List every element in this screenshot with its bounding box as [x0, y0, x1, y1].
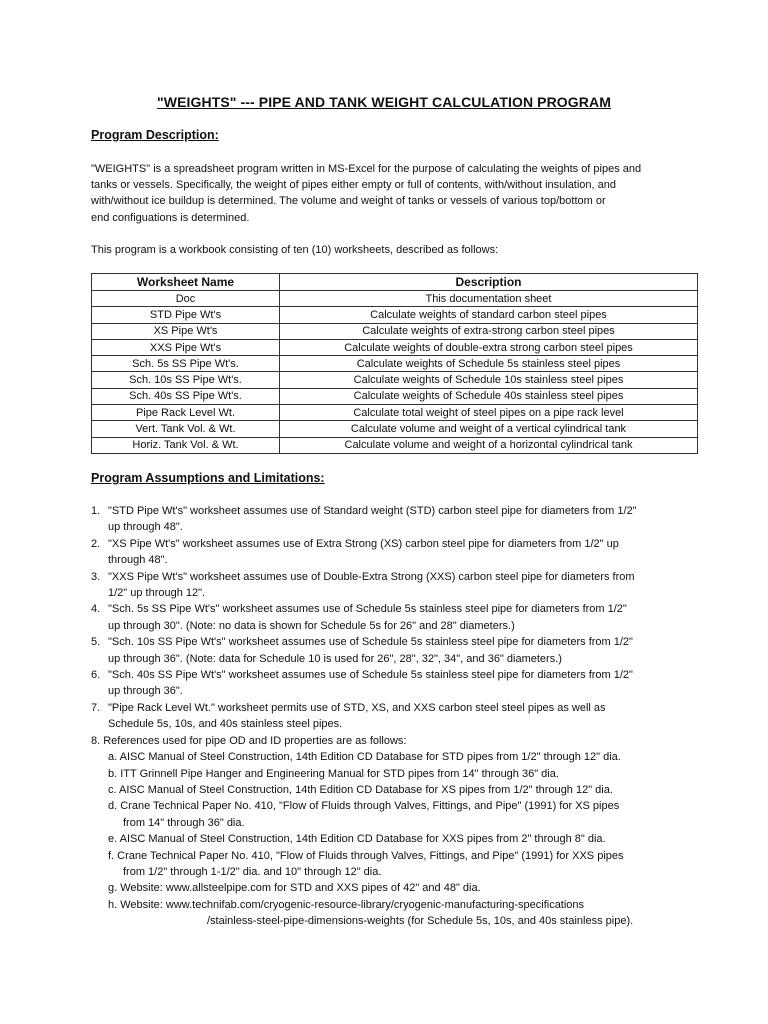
list-item-first-line — [91, 634, 711, 650]
worksheet-name-cell: XXS Pipe Wt's — [92, 339, 280, 355]
list-item-text: 8. References used for pipe OD and ID properties are as follows: — [91, 734, 407, 747]
list-item-text: "STD Pipe Wt's" worksheet assumes use of Standard weight (STD) carbon steel pipe for diameters from 1/2" — [108, 505, 637, 517]
document-title: "WEIGHTS" --- PIPE AND TANK WEIGHT CALCULATION PROGRAM — [157, 94, 611, 110]
list-item-continuation: Schedule 5s, 10s, and 40s stainless steel pipes. — [108, 718, 343, 731]
list-item-number: 2. — [91, 537, 101, 550]
worksheet-name-cell: Doc — [92, 291, 280, 307]
list-item-number: 7. — [91, 701, 101, 714]
assumptions-heading: Program Assumptions and Limitations: — [91, 471, 325, 485]
worksheet-description-cell: Calculate total weight of steel pipes on a pipe rack level — [280, 405, 698, 421]
worksheet-table-body — [92, 291, 698, 454]
worksheet-description-cell: This documentation sheet — [280, 291, 698, 307]
list-item-first-line — [91, 503, 711, 519]
reference-continuation: from 1/2" through 1-1/2" dia. and 10" through 12" dia. — [123, 865, 382, 878]
list-item-continuation: up through 30". (Note: no data is shown for Schedule 5s for 26" and 28" diameters.) — [108, 619, 515, 632]
column-header-worksheet-name: Worksheet Name — [92, 274, 280, 291]
list-item-number: 5. — [91, 636, 101, 649]
program-description-heading: Program Description: — [91, 128, 219, 142]
reference-item: d. Crane Technical Paper No. 410, "Flow of Fluids through Valves, Fittings, and Pipe" (1991) for XS pipes — [108, 800, 620, 813]
table-row — [92, 323, 698, 339]
worksheet-name-cell: Pipe Rack Level Wt. — [92, 405, 280, 421]
list-item — [91, 700, 711, 733]
table-row — [92, 437, 698, 453]
reference-item: h. Website: www.technifab.com/cryogenic-resource-library/cryogenic-manufacturing-specifications — [108, 898, 585, 911]
list-item — [91, 569, 711, 602]
worksheet-name-cell: Sch. 10s SS Pipe Wt's. — [92, 372, 280, 388]
reference-item: e. AISC Manual of Steel Construction, 14th Edition CD Database for XXS pipes from 2" through 8" dia. — [108, 833, 606, 846]
worksheet-name-cell: XS Pipe Wt's — [92, 323, 280, 339]
worksheet-description-cell: Calculate weights of Schedule 5s stainless steel pipes — [280, 356, 698, 372]
reference-item: a. AISC Manual of Steel Construction, 14th Edition CD Database for STD pipes from 1/2" through 12" dia. — [108, 751, 621, 764]
list-item-continuation: up through 48". — [108, 521, 183, 534]
reference-item: c. AISC Manual of Steel Construction, 14th Edition CD Database for XS pipes from 1/2" through 12" dia. — [108, 783, 613, 796]
worksheet-description-cell: Calculate weights of double-extra strong carbon steel pipes — [280, 339, 698, 355]
list-item-first-line — [91, 700, 711, 716]
list-item-text: "Sch. 40s SS Pipe Wt's" worksheet assumes use of Schedule 5s stainless steel pipe for diameters from 1/2" — [108, 669, 633, 682]
description-line: with/without ice buildup is determined. The volume and weight of tanks or vessels of various top/bottom or — [91, 195, 606, 208]
reference-continuation: /stainless-steel-pipe-dimensions-weights (for Schedule 5s, 10s, and 40s stainless pipe). — [207, 915, 634, 928]
list-item-number: 1. — [91, 505, 101, 517]
list-item-text: "Sch. 10s SS Pipe Wt's" worksheet assumes use of Schedule 5s stainless steel pipe for diameters from 1/2" — [108, 636, 633, 649]
reference-item: f. Crane Technical Paper No. 410, "Flow of Fluids through Valves, Fittings, and Pipe" (1991) for XXS pipes — [108, 849, 624, 862]
table-row — [92, 339, 698, 355]
list-item — [91, 634, 711, 667]
worksheet-name-cell: Vert. Tank Vol. & Wt. — [92, 421, 280, 437]
list-item-first-line — [91, 536, 711, 552]
table-header-row — [92, 274, 698, 291]
list-item — [91, 667, 711, 700]
worksheet-name-cell: Sch. 5s SS Pipe Wt's. — [92, 356, 280, 372]
list-item — [91, 601, 711, 634]
list-item-continuation: 1/2" up through 12". — [108, 587, 206, 600]
worksheet-table — [91, 273, 698, 454]
worksheet-description-cell: Calculate weights of extra-strong carbon steel pipes — [280, 323, 698, 339]
worksheet-description-cell: Calculate volume and weight of a horizontal cylindrical tank — [280, 437, 698, 453]
table-row — [92, 421, 698, 437]
list-item-first-line — [91, 667, 711, 683]
list-item — [91, 536, 711, 569]
list-item-number: 6. — [91, 669, 101, 682]
list-item-number: 3. — [91, 570, 101, 583]
table-row — [92, 291, 698, 307]
table-row — [92, 356, 698, 372]
list-item-continuation: up through 36". (Note: data for Schedule 10 is used for 26", 28", 32", 34", and 36" diameters.) — [108, 652, 562, 665]
column-header-description: Description — [280, 274, 698, 291]
table-row — [92, 405, 698, 421]
description-line: tanks or vessels. Specifically, the weight of pipes either empty or full of contents, with/without insulation, and — [91, 179, 617, 192]
description-line: "WEIGHTS" is a spreadsheet program written in MS-Excel for the purpose of calculating the weights of pipes and — [91, 163, 642, 175]
reference-continuation: from 14" through 36" dia. — [123, 816, 245, 829]
reference-item: b. ITT Grinnell Pipe Hanger and Engineering Manual for STD pipes from 14" through 36" dia. — [108, 767, 559, 780]
worksheet-description-cell: Calculate volume and weight of a vertical cylindrical tank — [280, 421, 698, 437]
list-item-text: "Sch. 5s SS Pipe Wt's" worksheet assumes use of Schedule 5s stainless steel pipe for diameters from 1/2" — [108, 603, 627, 616]
list-item-number: 4. — [91, 603, 101, 616]
list-item-text: "XS Pipe Wt's" worksheet assumes use of Extra Strong (XS) carbon steel pipe for diameters from 1/2" up — [108, 537, 619, 550]
list-item-continuation: through 48". — [108, 554, 168, 567]
program-description-paragraph — [91, 161, 691, 226]
list-item-first-line — [91, 569, 711, 585]
worksheet-description-cell: Calculate weights of standard carbon steel pipes — [280, 307, 698, 323]
worksheet-description-cell: Calculate weights of Schedule 40s stainless steel pipes — [280, 388, 698, 404]
assumptions-list — [91, 503, 711, 930]
list-item-first-line — [91, 601, 711, 617]
table-row — [92, 307, 698, 323]
worksheet-description-cell: Calculate weights of Schedule 10s stainless steel pipes — [280, 372, 698, 388]
list-item — [91, 503, 711, 536]
list-item-text: "XXS Pipe Wt's" worksheet assumes use of Double-Extra Strong (XXS) carbon steel pipe for diameters from — [108, 570, 635, 583]
description-line: end configuations is determined. — [91, 211, 250, 224]
list-item-continuation: up through 36". — [108, 685, 183, 698]
worksheet-name-cell: Horiz. Tank Vol. & Wt. — [92, 437, 280, 453]
workbook-intro-line: This program is a workbook consisting of ten (10) worksheets, described as follows: — [91, 244, 499, 256]
worksheet-name-cell: Sch. 40s SS Pipe Wt's. — [92, 388, 280, 404]
worksheet-name-cell: STD Pipe Wt's — [92, 307, 280, 323]
table-row — [92, 388, 698, 404]
list-item-references — [91, 733, 711, 930]
table-row — [92, 372, 698, 388]
list-item-text: "Pipe Rack Level Wt." worksheet permits use of STD, XS, and XXS carbon steel steel pipes as well as — [108, 701, 606, 714]
reference-item: g. Website: www.allsteelpipe.com for STD and XXS pipes of 42" and 48" dia. — [108, 882, 481, 895]
